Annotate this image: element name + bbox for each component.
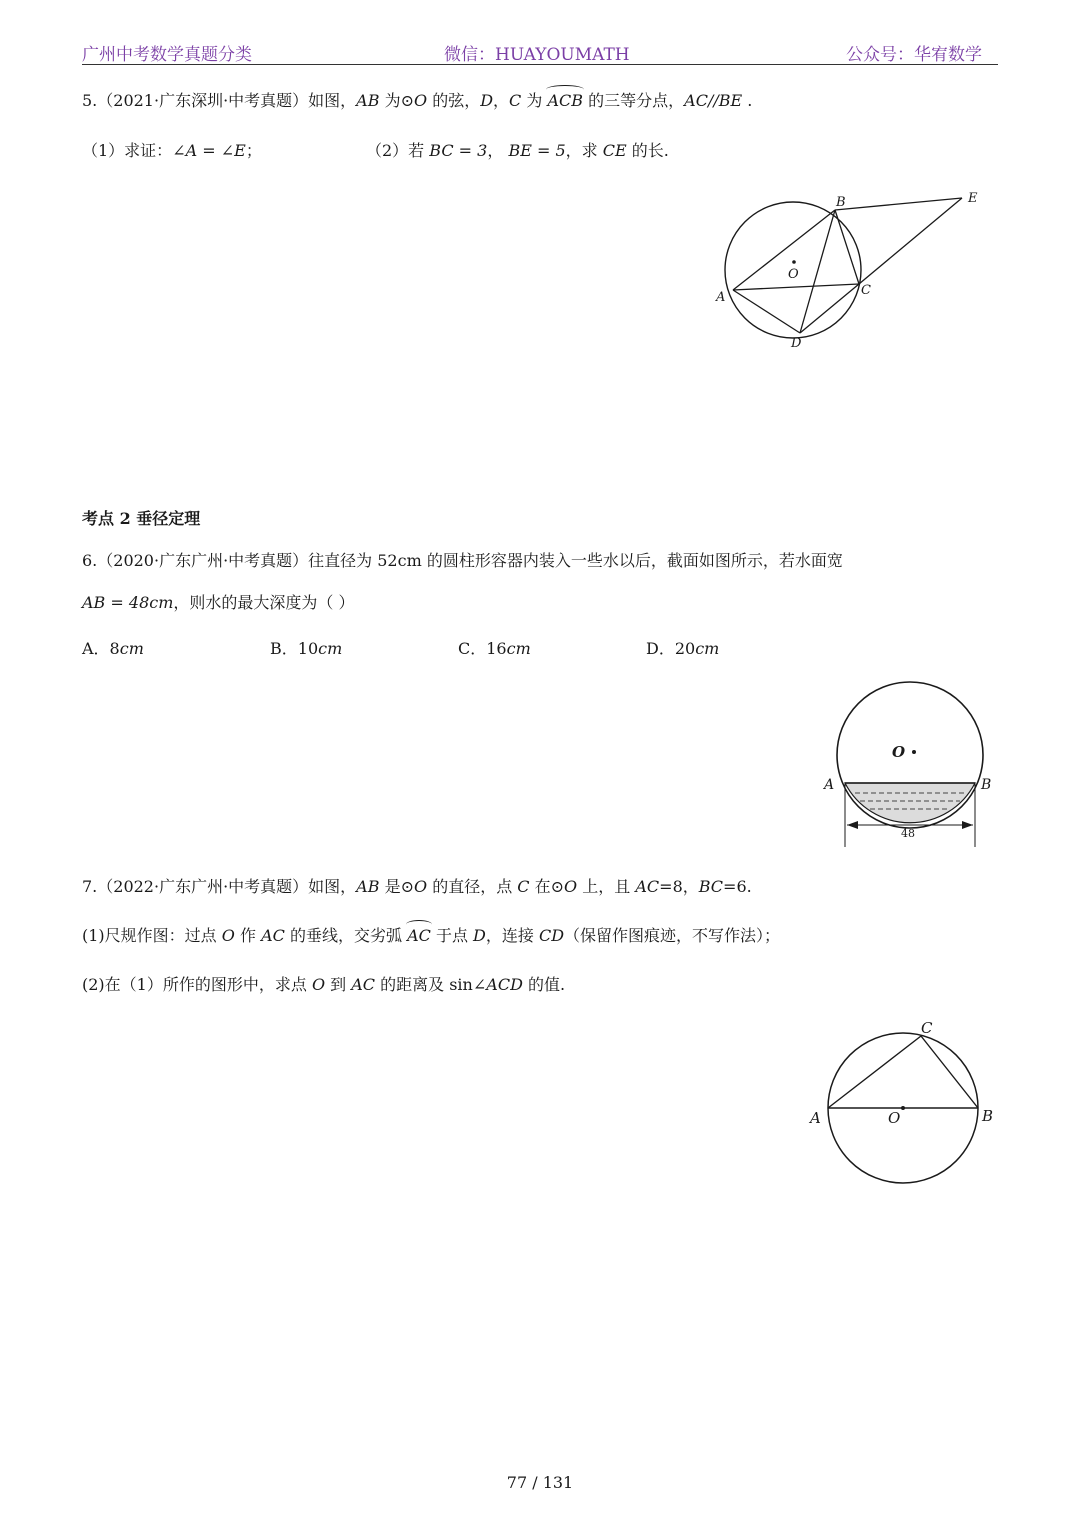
q6-label-width: 48: [901, 827, 915, 840]
q6-statement-line2: AB = 48cm，则水的最大深度为（ ）: [82, 593, 355, 612]
q7-figure: [800, 1015, 1010, 1195]
q6-option-d: D．20cm: [646, 639, 720, 658]
q5-part2: （2）若 BC = 3， BE = 5，求 CE 的长.: [366, 141, 669, 160]
q6-label-o: O: [892, 743, 906, 761]
q7-label-o: O: [888, 1109, 901, 1127]
q5-label-b: B: [836, 195, 846, 210]
page-number: 77 / 131: [506, 1473, 574, 1492]
q6-label-a: A: [824, 777, 835, 793]
q7-statement: 7.（2022·广东广州·中考真题）如图，AB 是⊙O 的直径，点 C 在⊙O 上，且 AC=8，BC=6.: [82, 877, 752, 896]
q7-part1: (1)尺规作图：过点 O 作 AC 的垂线，交劣弧 AC 于点 D，连接 CD（保留作图痕迹，不写作法）；: [82, 926, 781, 945]
section-title: 考点 2 垂径定理: [82, 509, 201, 528]
header-account: 公众号：华宥数学: [846, 45, 982, 65]
q6-option-c: C．16cm: [458, 639, 531, 658]
q5-statement: 5.（2021·广东深圳·中考真题）如图，AB 为⊙O 的弦，D，C 为 ACB 的三等分点，AC//BE .: [82, 91, 753, 110]
q6-option-a: A．8cm: [82, 639, 144, 658]
q5-center-dot: [792, 260, 796, 264]
q5-segment-ac: [733, 284, 859, 290]
q5-segment-ad: [733, 290, 800, 333]
q6-center-dot: [912, 750, 916, 754]
q6-option-b: B．10cm: [270, 639, 343, 658]
header-series-title: 广州中考数学真题分类: [82, 45, 252, 65]
arc-ac: AC: [407, 926, 431, 945]
page-header: [82, 38, 998, 65]
q5-label-a: A: [716, 290, 726, 305]
q6-arrow-left: [847, 821, 858, 829]
header-wechat: 微信：HUAYOUMATH: [444, 45, 630, 65]
q7-center-dot: [901, 1106, 905, 1110]
q6-figure: [820, 675, 1000, 850]
q5-label-c: C: [861, 283, 871, 298]
q5-label-d: D: [791, 336, 802, 351]
q6-water: [845, 783, 975, 823]
q6-label-b: B: [981, 777, 992, 793]
q5-segment-bd: [800, 210, 835, 333]
q6-arrow-right: [962, 821, 973, 829]
q6-statement: 6.（2020·广东广州·中考真题）往直径为 52cm 的圆柱形容器内装入一些水以后，截面如图所示，若水面宽: [82, 551, 843, 570]
q5-segment-ce: [859, 198, 962, 284]
q7-label-a: A: [810, 1109, 821, 1127]
q7-part2: (2)在（1）所作的图形中，求点 O 到 AC 的距离及 sin∠ACD 的值.: [82, 975, 566, 994]
q5-figure: [700, 180, 1000, 360]
q5-segment-ab: [733, 210, 835, 290]
q7-label-b: B: [982, 1107, 994, 1125]
arc-acb: ACB: [547, 91, 584, 110]
q5-segment-bc: [835, 210, 859, 284]
q5-segment-be: [835, 198, 962, 210]
q5-part1: （1）求证：∠A = ∠E；: [82, 141, 262, 160]
q5-label-o: O: [788, 267, 799, 282]
q7-segment-ac: [828, 1036, 921, 1108]
q7-label-c: C: [921, 1019, 933, 1037]
q5-label-e: E: [968, 191, 978, 206]
q5-segment-cd: [800, 284, 859, 333]
